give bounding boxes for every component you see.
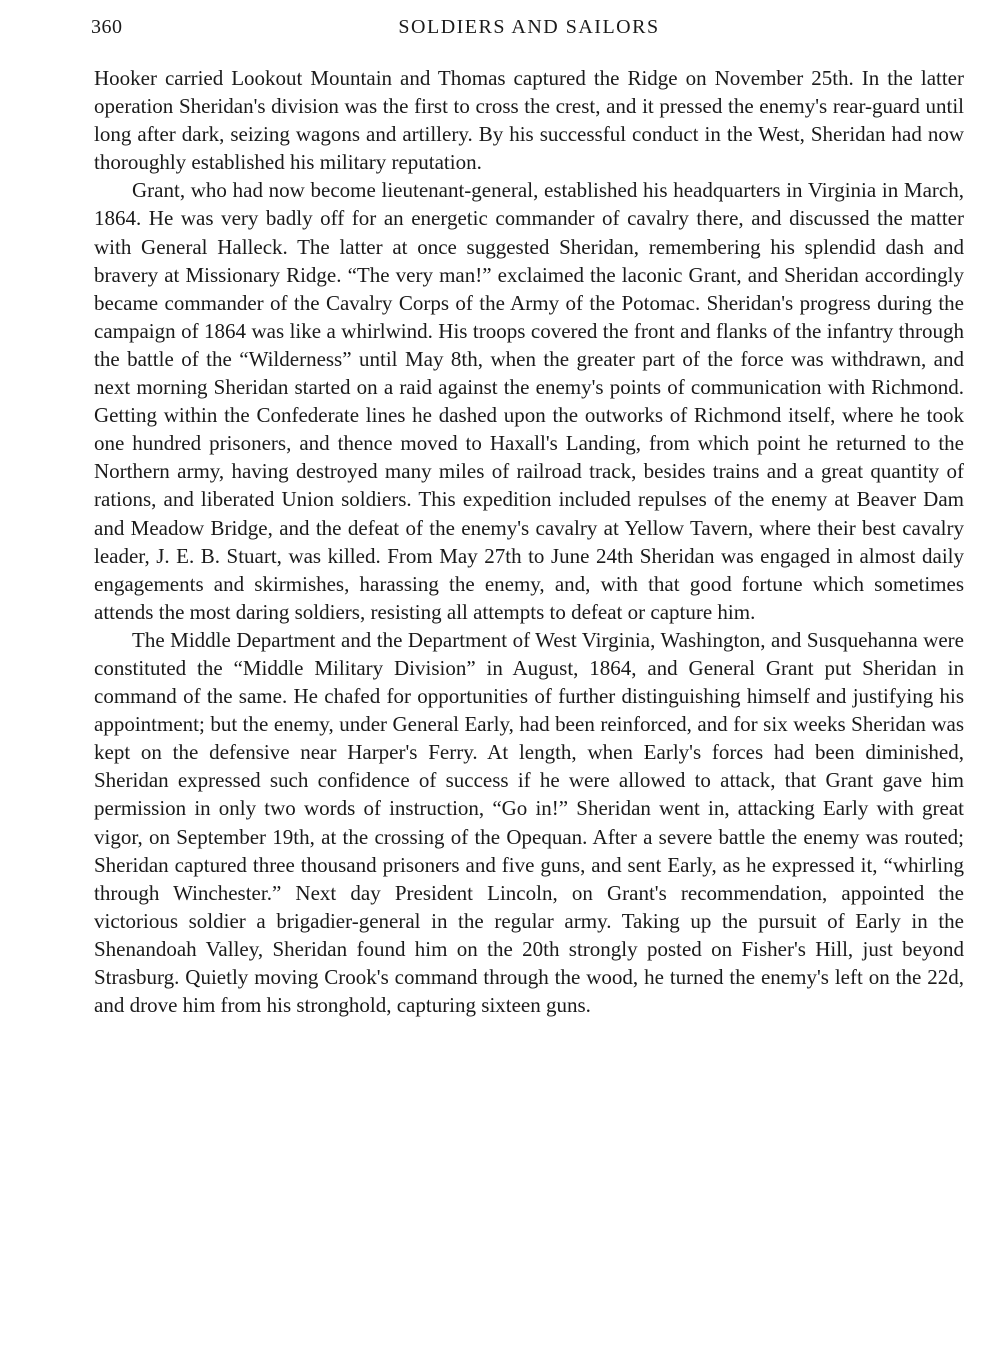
page-number: 360 [91,16,123,38]
body-text [94,64,964,1019]
paragraph-continuation: Hooker carried Lookout Mountain and Thomas captured the Ridge on November 25th. In the latter operation Sheridan's division was the first to cross the crest, and it pressed the enemy's rear-guard until long after dark, seizing wagons and artillery. By his successful conduct in the West, Sheridan had now thoroughly established his military reputation. [94,66,964,175]
running-head [91,14,964,48]
paragraph-grant-virginia: Grant, who had now become lieutenant-general, established his headquarters in Virginia in March, 1864. He was very badly off for an energetic commander of cavalry there, and discussed the matter with General Halleck. The latter at once suggested Sheridan, remembering his splendid dash and bravery at Missionary Ridge. “The very man!” exclaimed the laconic Grant, and Sheridan accordingly became commander of the Cavalry Corps of the Army of the Potomac. Sheridan's progress during the campaign of 1864 was like a whirlwind. His troops covered the front and flanks of the infantry through the battle of the “Wilderness” until May 8th, when the greater part of the force was withdrawn, and next morning Sheridan started on a raid against the enemy's points of communication with Richmond. Getting within the Confederate lines he dashed upon the outworks of Richmond itself, where he took one hundred prisoners, and thence moved to Haxall's Landing, from which point he returned to the Northern army, having destroyed many miles of railroad track, besides trains and a great quantity of rations, and liberated Union soldiers. This expedition included repulses of the enemy at Beaver Dam and Meadow Bridge, and the defeat of the enemy's cavalry at Yellow Tavern, where their best cavalry leader, J. E. B. Stuart, was killed. From May 27th to June 24th Sheridan was engaged in almost daily engagements and skirmishes, harassing the enemy, and, with that good fortune which sometimes attends the most daring soldiers, resisting all attempts to defeat or capture him. [94,178,964,624]
paragraph-middle-military-division: The Middle Department and the Department of West Virginia, Washington, and Susquehanna were constituted the “Middle Military Division” in August, 1864, and General Grant put Sheridan in command of the same. He chafed for opportunities of further distinguishing himself and justifying his appointment; but the enemy, under General Early, had been reinforced, and for six weeks Sheridan was kept on the defensive near Harper's Ferry. At length, when Early's forces had been diminished, Sheridan expressed such confidence of success if he were allowed to attack, that Grant gave him permission in only two words of instruction, “Go in!” Sheridan went in, attacking Early with great vigor, on September 19th, at the crossing of the Opequan. After a severe battle the enemy was routed; Sheridan captured three thousand prisoners and five guns, and sent Early, as he expressed it, “whirling through Winchester.” Next day President Lincoln, on Grant's recommendation, appointed the victorious soldier a brigadier-general in the regular army. Taking up the pursuit of Early in the Shenandoah Valley, Sheridan found him on the 20th strongly posted on Fisher's Hill, just beyond Strasburg. Quietly moving Crook's command through the wood, he turned the enemy's left on the 22d, and drove him from his stronghold, capturing sixteen guns. [94,627,964,1018]
book-page [91,14,964,1019]
running-title: SOLDIERS AND SAILORS [398,16,660,38]
